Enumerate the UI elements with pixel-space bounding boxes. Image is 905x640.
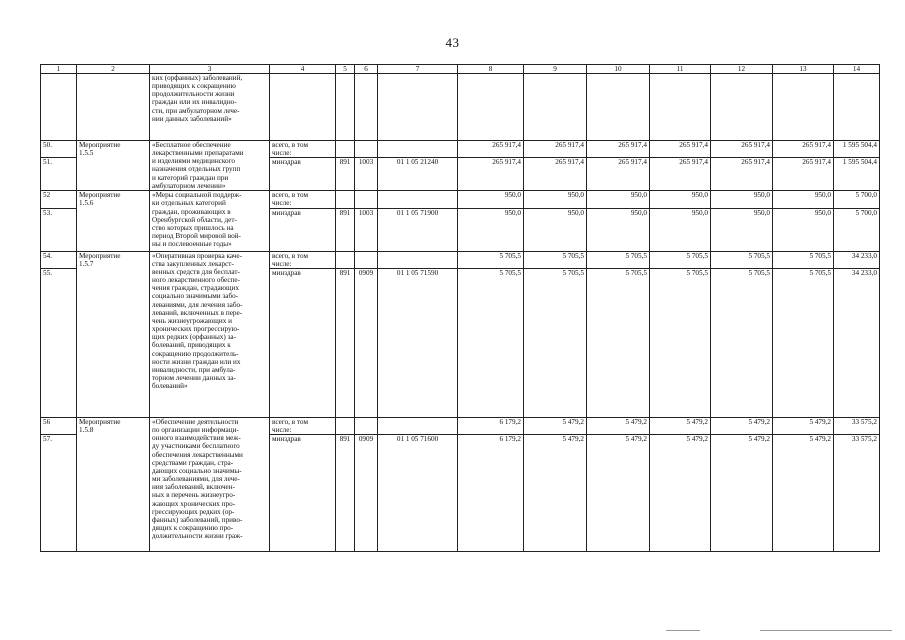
value-cell: 950,0 bbox=[711, 191, 773, 208]
grbs-code bbox=[336, 191, 355, 208]
value-cell: 5 479,2 bbox=[524, 417, 587, 434]
total-cell: 5 700,0 bbox=[834, 208, 880, 251]
value-cell: 5 479,2 bbox=[773, 417, 834, 434]
row-number: 53. bbox=[41, 208, 77, 251]
col-header: 12 bbox=[711, 65, 773, 74]
table-row bbox=[41, 251, 880, 268]
executor: всего, в том числе: bbox=[270, 191, 336, 208]
value-cell: 5 479,2 bbox=[650, 435, 711, 552]
rzpr-code bbox=[355, 191, 378, 208]
rzpr-code bbox=[355, 417, 378, 434]
value-cell: 950,0 bbox=[587, 191, 650, 208]
value-cell: 950,0 bbox=[458, 208, 524, 251]
footer-lines bbox=[660, 630, 900, 631]
value-cell: 6 179,2 bbox=[458, 435, 524, 552]
col-header: 2 bbox=[77, 65, 150, 74]
event-name bbox=[77, 74, 150, 141]
value-cell: 265 917,4 bbox=[650, 141, 711, 158]
rzpr-code: 0909 bbox=[355, 268, 378, 417]
header-row bbox=[41, 65, 880, 74]
rzpr-code bbox=[355, 141, 378, 158]
executor: всего, в том числе: bbox=[270, 417, 336, 434]
grbs-code: 891 bbox=[336, 435, 355, 552]
value-cell: 265 917,4 bbox=[587, 141, 650, 158]
grbs-code bbox=[336, 251, 355, 268]
value-cell bbox=[834, 74, 880, 141]
event-description: «Обеспечение деятельности по организации информаци- онного взаимодействия меж- ду участниками бесплатного обеспечения лекарственными средствами граждан, стра- дающих социально значимы- ми заболеваниями, для лече- ния заболеваний, включен- ных в перечень жизнеугро- жающих хронических про- грессирующих редких (ор- фанных) заболеваний, приво- дящих к сокращению про- должительности жизни граж- bbox=[150, 417, 270, 551]
rzpr-code: 0909 bbox=[355, 435, 378, 552]
row-number: 52 bbox=[41, 191, 77, 208]
grbs-code: 891 bbox=[336, 268, 355, 417]
continuation-row bbox=[41, 74, 880, 141]
value-cell: 950,0 bbox=[458, 191, 524, 208]
csr-code bbox=[378, 74, 458, 141]
total-cell: 34 233,0 bbox=[834, 251, 880, 268]
rzpr-code bbox=[355, 74, 378, 141]
csr-code bbox=[378, 417, 458, 434]
grbs-code: 891 bbox=[336, 158, 355, 191]
value-cell bbox=[711, 74, 773, 141]
executor: всего, в том числе: bbox=[270, 251, 336, 268]
col-header: 11 bbox=[650, 65, 711, 74]
value-cell bbox=[458, 74, 524, 141]
value-cell: 5 479,2 bbox=[587, 435, 650, 552]
value-cell: 265 917,4 bbox=[773, 158, 834, 191]
event-name: Мероприятие 1.5.6 bbox=[77, 191, 150, 251]
table-row bbox=[41, 417, 880, 434]
total-cell: 1 595 504,4 bbox=[834, 141, 880, 158]
value-cell bbox=[524, 74, 587, 141]
value-cell: 950,0 bbox=[773, 191, 834, 208]
executor: минздрав bbox=[270, 268, 336, 417]
col-header: 4 bbox=[270, 65, 336, 74]
value-cell: 5 479,2 bbox=[773, 435, 834, 552]
csr-code: 01 1 05 71900 bbox=[378, 208, 458, 251]
rzpr-code bbox=[355, 251, 378, 268]
value-cell: 5 705,5 bbox=[650, 268, 711, 417]
value-cell: 5 705,5 bbox=[458, 268, 524, 417]
value-cell bbox=[650, 74, 711, 141]
value-cell: 265 917,4 bbox=[773, 141, 834, 158]
event-description: «Бесплатное обеспечение лекарственными препаратами и изделиями медицинского назначения отдельных групп и категорий граждан при амбулаторном лечении» bbox=[150, 141, 270, 191]
event-name: Мероприятие 1.5.8 bbox=[77, 417, 150, 551]
total-cell: 34 233,0 bbox=[834, 268, 880, 417]
grbs-code bbox=[336, 417, 355, 434]
col-header: 6 bbox=[355, 65, 378, 74]
value-cell: 5 479,2 bbox=[587, 417, 650, 434]
value-cell bbox=[587, 74, 650, 141]
value-cell: 5 705,5 bbox=[773, 251, 834, 268]
value-cell: 5 705,5 bbox=[524, 251, 587, 268]
rzpr-code: 1003 bbox=[355, 208, 378, 251]
grbs-code bbox=[336, 74, 355, 141]
row-number: 50. bbox=[41, 141, 77, 158]
program-table bbox=[40, 64, 880, 552]
value-cell: 5 479,2 bbox=[524, 435, 587, 552]
row-number: 56 bbox=[41, 417, 77, 434]
value-cell: 950,0 bbox=[773, 208, 834, 251]
value-cell: 265 917,4 bbox=[524, 141, 587, 158]
grbs-code: 891 bbox=[336, 208, 355, 251]
value-cell: 5 479,2 bbox=[711, 417, 773, 434]
col-header: 5 bbox=[336, 65, 355, 74]
value-cell: 5 705,5 bbox=[524, 268, 587, 417]
executor: минздрав bbox=[270, 435, 336, 552]
col-header: 3 bbox=[150, 65, 270, 74]
value-cell: 265 917,4 bbox=[458, 158, 524, 191]
value-cell: 265 917,4 bbox=[524, 158, 587, 191]
value-cell: 5 705,5 bbox=[650, 251, 711, 268]
col-header: 8 bbox=[458, 65, 524, 74]
event-description: «Оперативная проверка каче- ства закупленных лекарст- венных средств для бесплат- ного лекарственного обеспе- чения граждан, страдающих социально значимыми забо- леваниями, для лечения забо- леваний, включенных в пере- чень жизнеугрожающих и хронических прогрессирую- щих редких (орфанных) за- болеваний, приводящих к сокращению продолжитель- ности жизни граждан или их инвалидности, при амбула- торном лечении данных за- болеваний» bbox=[150, 251, 270, 417]
value-cell: 5 705,5 bbox=[587, 268, 650, 417]
col-header: 9 bbox=[524, 65, 587, 74]
csr-code bbox=[378, 191, 458, 208]
value-cell: 950,0 bbox=[524, 191, 587, 208]
value-cell: 265 917,4 bbox=[711, 158, 773, 191]
col-header: 7 bbox=[378, 65, 458, 74]
table-row bbox=[41, 191, 880, 208]
event-description: «Меры социальной поддерж- ки отдельных категорий граждан, проживающих в Оренбургской области, дет- ство которых пришлось на период Второй мировой вой- ны и послевоенные годы» bbox=[150, 191, 270, 251]
value-cell bbox=[773, 74, 834, 141]
col-header: 10 bbox=[587, 65, 650, 74]
csr-code: 01 1 05 71590 bbox=[378, 268, 458, 417]
value-cell: 950,0 bbox=[524, 208, 587, 251]
csr-code: 01 1 05 71600 bbox=[378, 435, 458, 552]
value-cell: 950,0 bbox=[650, 208, 711, 251]
rzpr-code: 1003 bbox=[355, 158, 378, 191]
col-header: 13 bbox=[773, 65, 834, 74]
value-cell: 265 917,4 bbox=[458, 141, 524, 158]
value-cell: 5 479,2 bbox=[711, 435, 773, 552]
value-cell: 5 705,5 bbox=[711, 251, 773, 268]
csr-code bbox=[378, 141, 458, 158]
total-cell: 33 575,2 bbox=[834, 435, 880, 552]
value-cell: 5 705,5 bbox=[458, 251, 524, 268]
executor bbox=[270, 74, 336, 141]
value-cell: 950,0 bbox=[587, 208, 650, 251]
row-number: 57. bbox=[41, 435, 77, 552]
table-row bbox=[41, 141, 880, 158]
executor: всего, в том числе: bbox=[270, 141, 336, 158]
row-number: 55. bbox=[41, 268, 77, 417]
event-name: Мероприятие 1.5.5 bbox=[77, 141, 150, 191]
total-cell: 1 595 504,4 bbox=[834, 158, 880, 191]
value-cell: 6 179,2 bbox=[458, 417, 524, 434]
event-description: ких (орфанных) заболеваний, приводящих к сокращению продолжительности жизни граждан или их инвалидно- сти, при амбулаторном лече- нии данных заболеваний» bbox=[150, 74, 270, 141]
col-header: 14 bbox=[834, 65, 880, 74]
total-cell: 33 575,2 bbox=[834, 417, 880, 434]
page-number: 43 bbox=[445, 35, 460, 50]
csr-code: 01 1 05 21240 bbox=[378, 158, 458, 191]
event-name: Мероприятие 1.5.7 bbox=[77, 251, 150, 417]
total-cell: 5 700,0 bbox=[834, 191, 880, 208]
csr-code bbox=[378, 251, 458, 268]
value-cell: 950,0 bbox=[711, 208, 773, 251]
row-number bbox=[41, 74, 77, 141]
value-cell: 5 479,2 bbox=[650, 417, 711, 434]
value-cell: 265 917,4 bbox=[650, 158, 711, 191]
grbs-code bbox=[336, 141, 355, 158]
value-cell: 5 705,5 bbox=[711, 268, 773, 417]
value-cell: 950,0 bbox=[650, 191, 711, 208]
value-cell: 265 917,4 bbox=[711, 141, 773, 158]
row-number: 54. bbox=[41, 251, 77, 268]
value-cell: 5 705,5 bbox=[587, 251, 650, 268]
value-cell: 265 917,4 bbox=[587, 158, 650, 191]
value-cell: 5 705,5 bbox=[773, 268, 834, 417]
executor: минздрав bbox=[270, 208, 336, 251]
col-header: 1 bbox=[41, 65, 77, 74]
executor: минздрав bbox=[270, 158, 336, 191]
row-number: 51. bbox=[41, 158, 77, 191]
